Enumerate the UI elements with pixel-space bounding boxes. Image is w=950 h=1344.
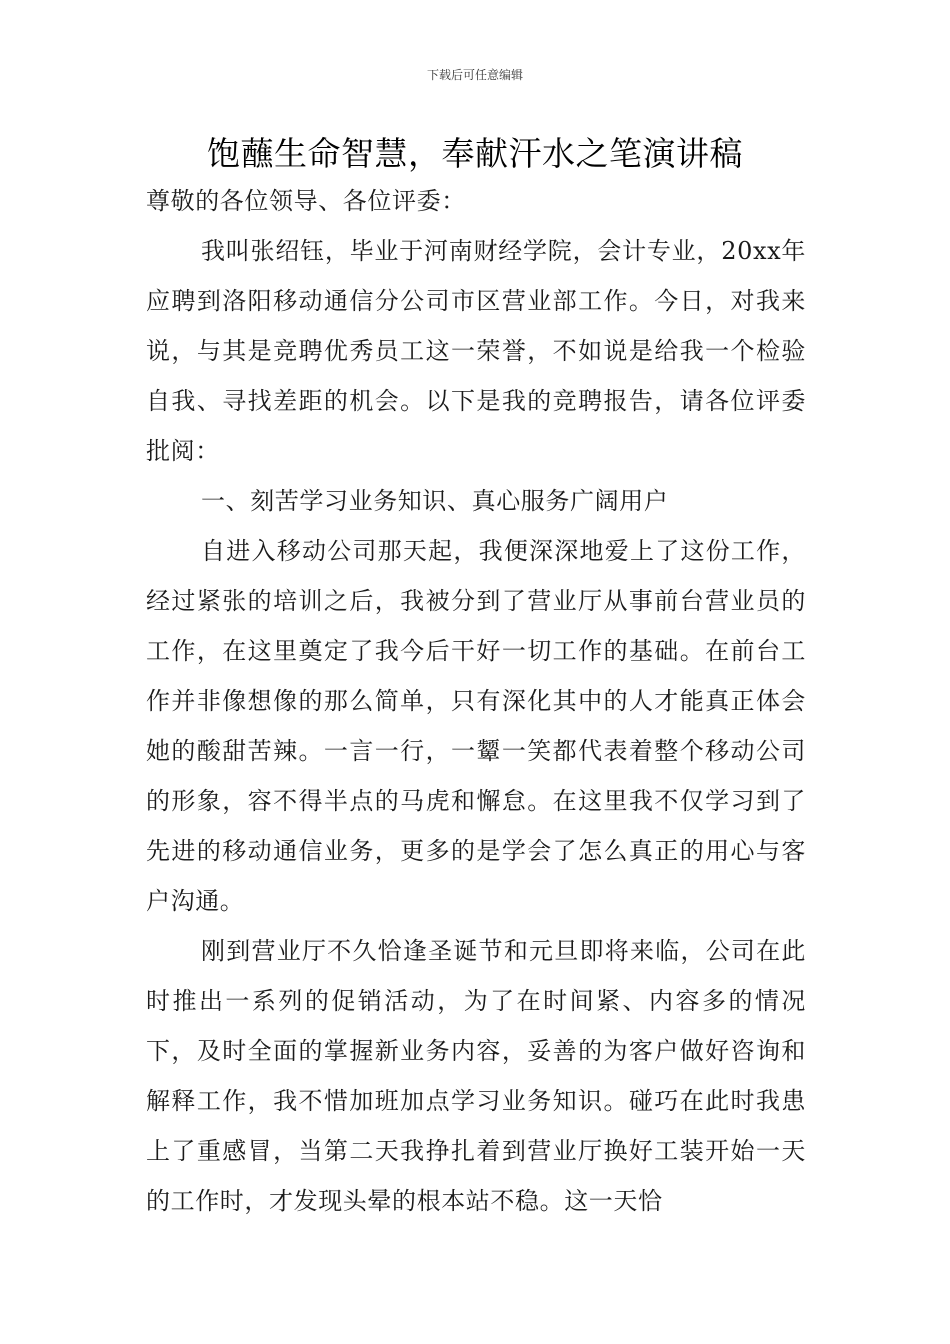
header-note: 下载后可任意编辑: [426, 68, 523, 82]
paragraph-intro: 我叫张绍钰，毕业于河南财经学院，会计专业，20xx年应聘到洛阳移动通信分公司市区营业部工作。今日，对我来说，与其是竞聘优秀员工这一荣誉，不如说是给我一个检验自我、寻找差距的机会。以下是我的竞聘报告，请各位评委批阅：: [146, 237, 806, 465]
document-title: 饱蘸生命智慧，奉献汗水之笔演讲稿: [207, 134, 743, 173]
paragraph-holiday: 刚到营业厅不久恰逢圣诞节和元旦即将来临，公司在此时推出一系列的促销活动，为了在时间紧、内容多的情况下，及时全面的掌握新业务内容，妥善的为客户做好咨询和解释工作，我不惜加班加点学习业务知识。碰巧在此时我患上了重感冒，当第二天我挣扎着到营业厅换好工装开始一天的工作时，才发现头晕的根本站不稳。这一天恰: [146, 937, 806, 1215]
greeting: 尊敬的各位领导、各位评委：: [146, 187, 466, 215]
document-body: [146, 176, 806, 1226]
section-heading: 一、刻苦学习业务知识、真心服务广阔用户: [201, 487, 669, 515]
paragraph-work: 自进入移动公司那天起，我便深深地爱上了这份工作，经过紧张的培训之后，我被分到了营业厅从事前台营业员的工作，在这里奠定了我今后干好一切工作的基础。在前台工作并非像想像的那么简单，只有深化其中的人才能真正体会她的酸甜苦辣。一言一行，一颦一笑都代表着整个移动公司的形象，容不得半点的马虎和懈怠。在这里我不仅学习到了先进的移动通信业务，更多的是学会了怎么真正的用心与客户沟通。: [146, 537, 806, 915]
